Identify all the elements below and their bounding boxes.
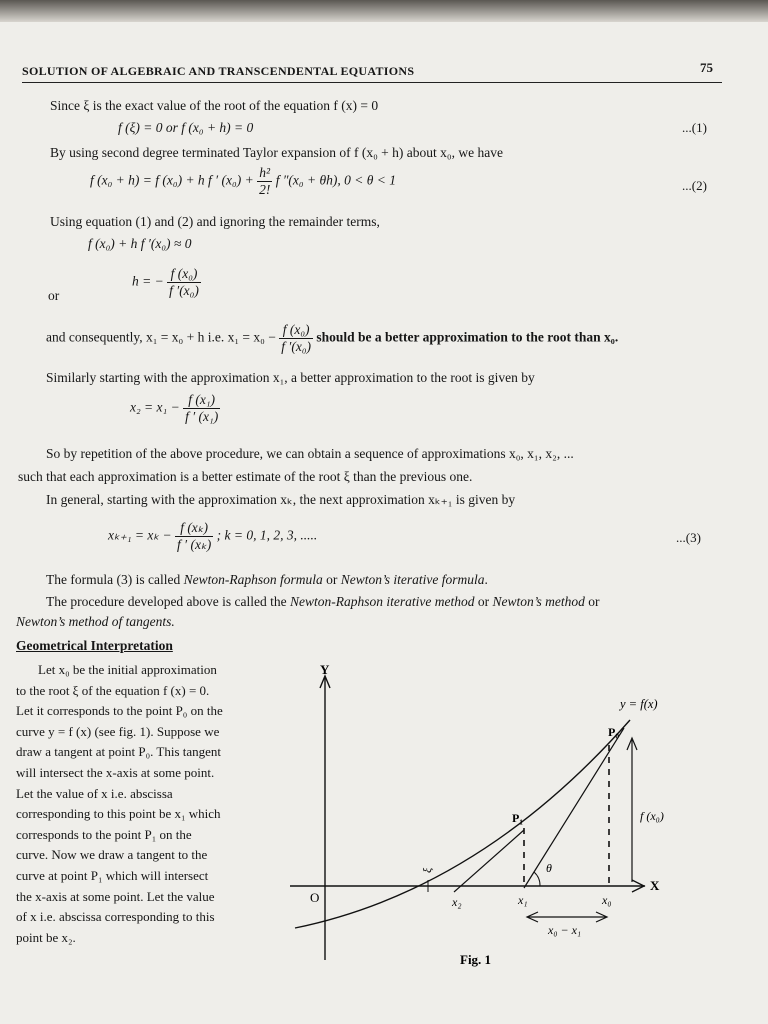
equation-4: [132, 266, 201, 299]
fraction-numerator: h²: [257, 165, 272, 182]
equation-6-right: ; k = 0, 1, 2, 3, .....: [216, 527, 318, 543]
paragraph-line: curve at point P₁ which will intersect: [16, 867, 209, 883]
text-segment: should be a better approximation to the root than x₀.: [316, 329, 619, 345]
fraction-denominator: f ′(x₀): [281, 339, 312, 354]
text-segment: The procedure developed above is called the: [46, 594, 291, 609]
fraction: [175, 520, 213, 553]
paragraph-line: Let x₀ be the initial approximation: [38, 662, 217, 677]
paragraph-line: will intersect the x-axis at some point.: [16, 764, 215, 780]
paragraph-line: corresponding to this point be x₁ which: [16, 806, 221, 822]
text-line: Using equation (1) and (2) and ignoring the remainder terms,: [50, 214, 380, 229]
figure-caption: Fig. 1: [460, 952, 492, 967]
text-line: Similarly starting with the approximation x₁, a better approximation to the root is given by: [46, 370, 535, 385]
paragraph-line: Let it corresponds to the point P₀ on the: [16, 703, 223, 719]
equation-tag: ...(3): [676, 530, 701, 545]
page-top-shadow: [0, 0, 768, 22]
p1-label: P₁: [512, 811, 523, 825]
fx0-label: f (x₀): [640, 809, 664, 823]
equation-3: f (x₀) + h f ′(x₀) ≈ 0: [88, 236, 192, 251]
text-segment: Newton’s method: [492, 594, 585, 609]
p0-label: P₀: [608, 725, 619, 739]
equation-6-left: xₖ₊₁ = xₖ −: [108, 527, 172, 543]
paragraph-line: draw a tangent at point P₀. This tangent: [16, 744, 222, 760]
fraction-numerator: f (x₀): [167, 266, 201, 283]
paragraph-line: of x i.e. abscissa corresponding to this: [16, 909, 215, 925]
equation-tag: ...(1): [682, 120, 707, 135]
fraction: [257, 165, 272, 198]
fraction-numerator: f (x₁): [183, 392, 220, 409]
fraction-numerator: f (xₖ): [175, 520, 213, 537]
paragraph-line: to the root ξ of the equation f (x) = 0.: [16, 682, 210, 698]
theta-arc: [534, 872, 540, 886]
text-line: [46, 322, 618, 355]
paragraph-line: the x-axis at some point. Let the value: [16, 888, 215, 904]
text-segment: .: [484, 572, 488, 587]
fraction: [279, 322, 313, 355]
equation-5-left: x₂ = x₁ −: [130, 399, 180, 415]
text-line: By using second degree terminated Taylor expansion of f (x₀ + h) about x₀, we have: [50, 145, 503, 160]
paragraph-line: curve y = f (x) (see fig. 1). Suppose we: [16, 723, 220, 739]
x-axis-label: X: [650, 878, 660, 893]
text-line: Newton’s method of tangents.: [16, 614, 175, 629]
fraction: [167, 266, 201, 299]
equation-4-left: h = −: [132, 273, 164, 289]
fraction: [183, 392, 220, 425]
text-segment: Newton-Raphson iterative method: [290, 594, 475, 609]
or-label: or: [48, 288, 60, 303]
fraction-denominator: 2!: [259, 182, 271, 197]
section-paragraph: [16, 660, 266, 948]
equation-1: f (ξ) = 0 or f (x₀ + h) = 0: [118, 120, 254, 135]
paragraph-line: curve. Now we draw a tangent to the: [16, 847, 208, 863]
equation-2-right: f ″(x₀ + θh), 0 < θ < 1: [275, 172, 396, 188]
x0-label: x₀: [602, 893, 612, 907]
newton-raphson-figure: [280, 660, 700, 980]
text-line: [46, 572, 488, 588]
header-rule: [22, 82, 722, 83]
origin-label: O: [310, 890, 320, 905]
text-segment: and consequently, x₁ = x₀ + h i.e. x₁ = x₀ −: [46, 329, 276, 345]
fraction-denominator: f ′ (xₖ): [177, 537, 212, 552]
text-line: So by repetition of the above procedure, we can obtain a sequence of approximations x₀, x₁, x₂, ...: [46, 446, 574, 461]
text-segment: Newton’s iterative formula: [340, 572, 485, 587]
equation-5: [130, 392, 220, 425]
paragraph-line: point be x₂.: [16, 929, 76, 945]
text-segment: or: [322, 572, 341, 587]
fraction-denominator: f ′ (x₁): [185, 409, 219, 424]
text-line: Since ξ is the exact value of the root of the equation f (x) = 0: [50, 98, 379, 113]
x1-label: x₁: [518, 893, 528, 907]
fraction-denominator: f ′(x₀): [169, 283, 199, 298]
theta-label: θ: [546, 861, 552, 875]
xi-label: ξ: [420, 867, 434, 873]
diff-label: x₀ − x₁: [548, 923, 582, 937]
running-header: SOLUTION OF ALGEBRAIC AND TRANSCENDENTAL EQUATIONS: [22, 64, 415, 78]
text-segment: or: [474, 594, 493, 609]
equation-6: [108, 520, 317, 553]
page-number: 75: [700, 60, 713, 75]
x2-label: x₂: [452, 895, 462, 909]
curve-label: y = f(x): [620, 697, 658, 711]
text-segment: or: [584, 594, 600, 609]
paragraph-line: Let the value of x i.e. abscissa: [16, 785, 173, 801]
fraction-numerator: f (x₀): [279, 322, 313, 339]
text-line: In general, starting with the approximation xₖ, the next approximation xₖ₊₁ is given by: [46, 492, 516, 507]
equation-2: [90, 165, 396, 198]
equation-2-left: f (x₀ + h) = f (x₀) + h f ′ (x₀) +: [90, 172, 254, 188]
text-line: [46, 594, 600, 610]
y-axis-label: Y: [320, 662, 330, 677]
equation-tag: ...(2): [682, 178, 707, 193]
text-segment: The formula (3) is called: [46, 572, 184, 587]
text-line: such that each approximation is a better estimate of the root ξ than the previous one.: [18, 469, 473, 484]
curve-line: [295, 720, 630, 928]
paragraph-line: corresponds to the point P₁ on the: [16, 826, 192, 842]
section-heading: Geometrical Interpretation: [16, 638, 173, 653]
text-segment: Newton-Raphson formula: [183, 572, 323, 587]
